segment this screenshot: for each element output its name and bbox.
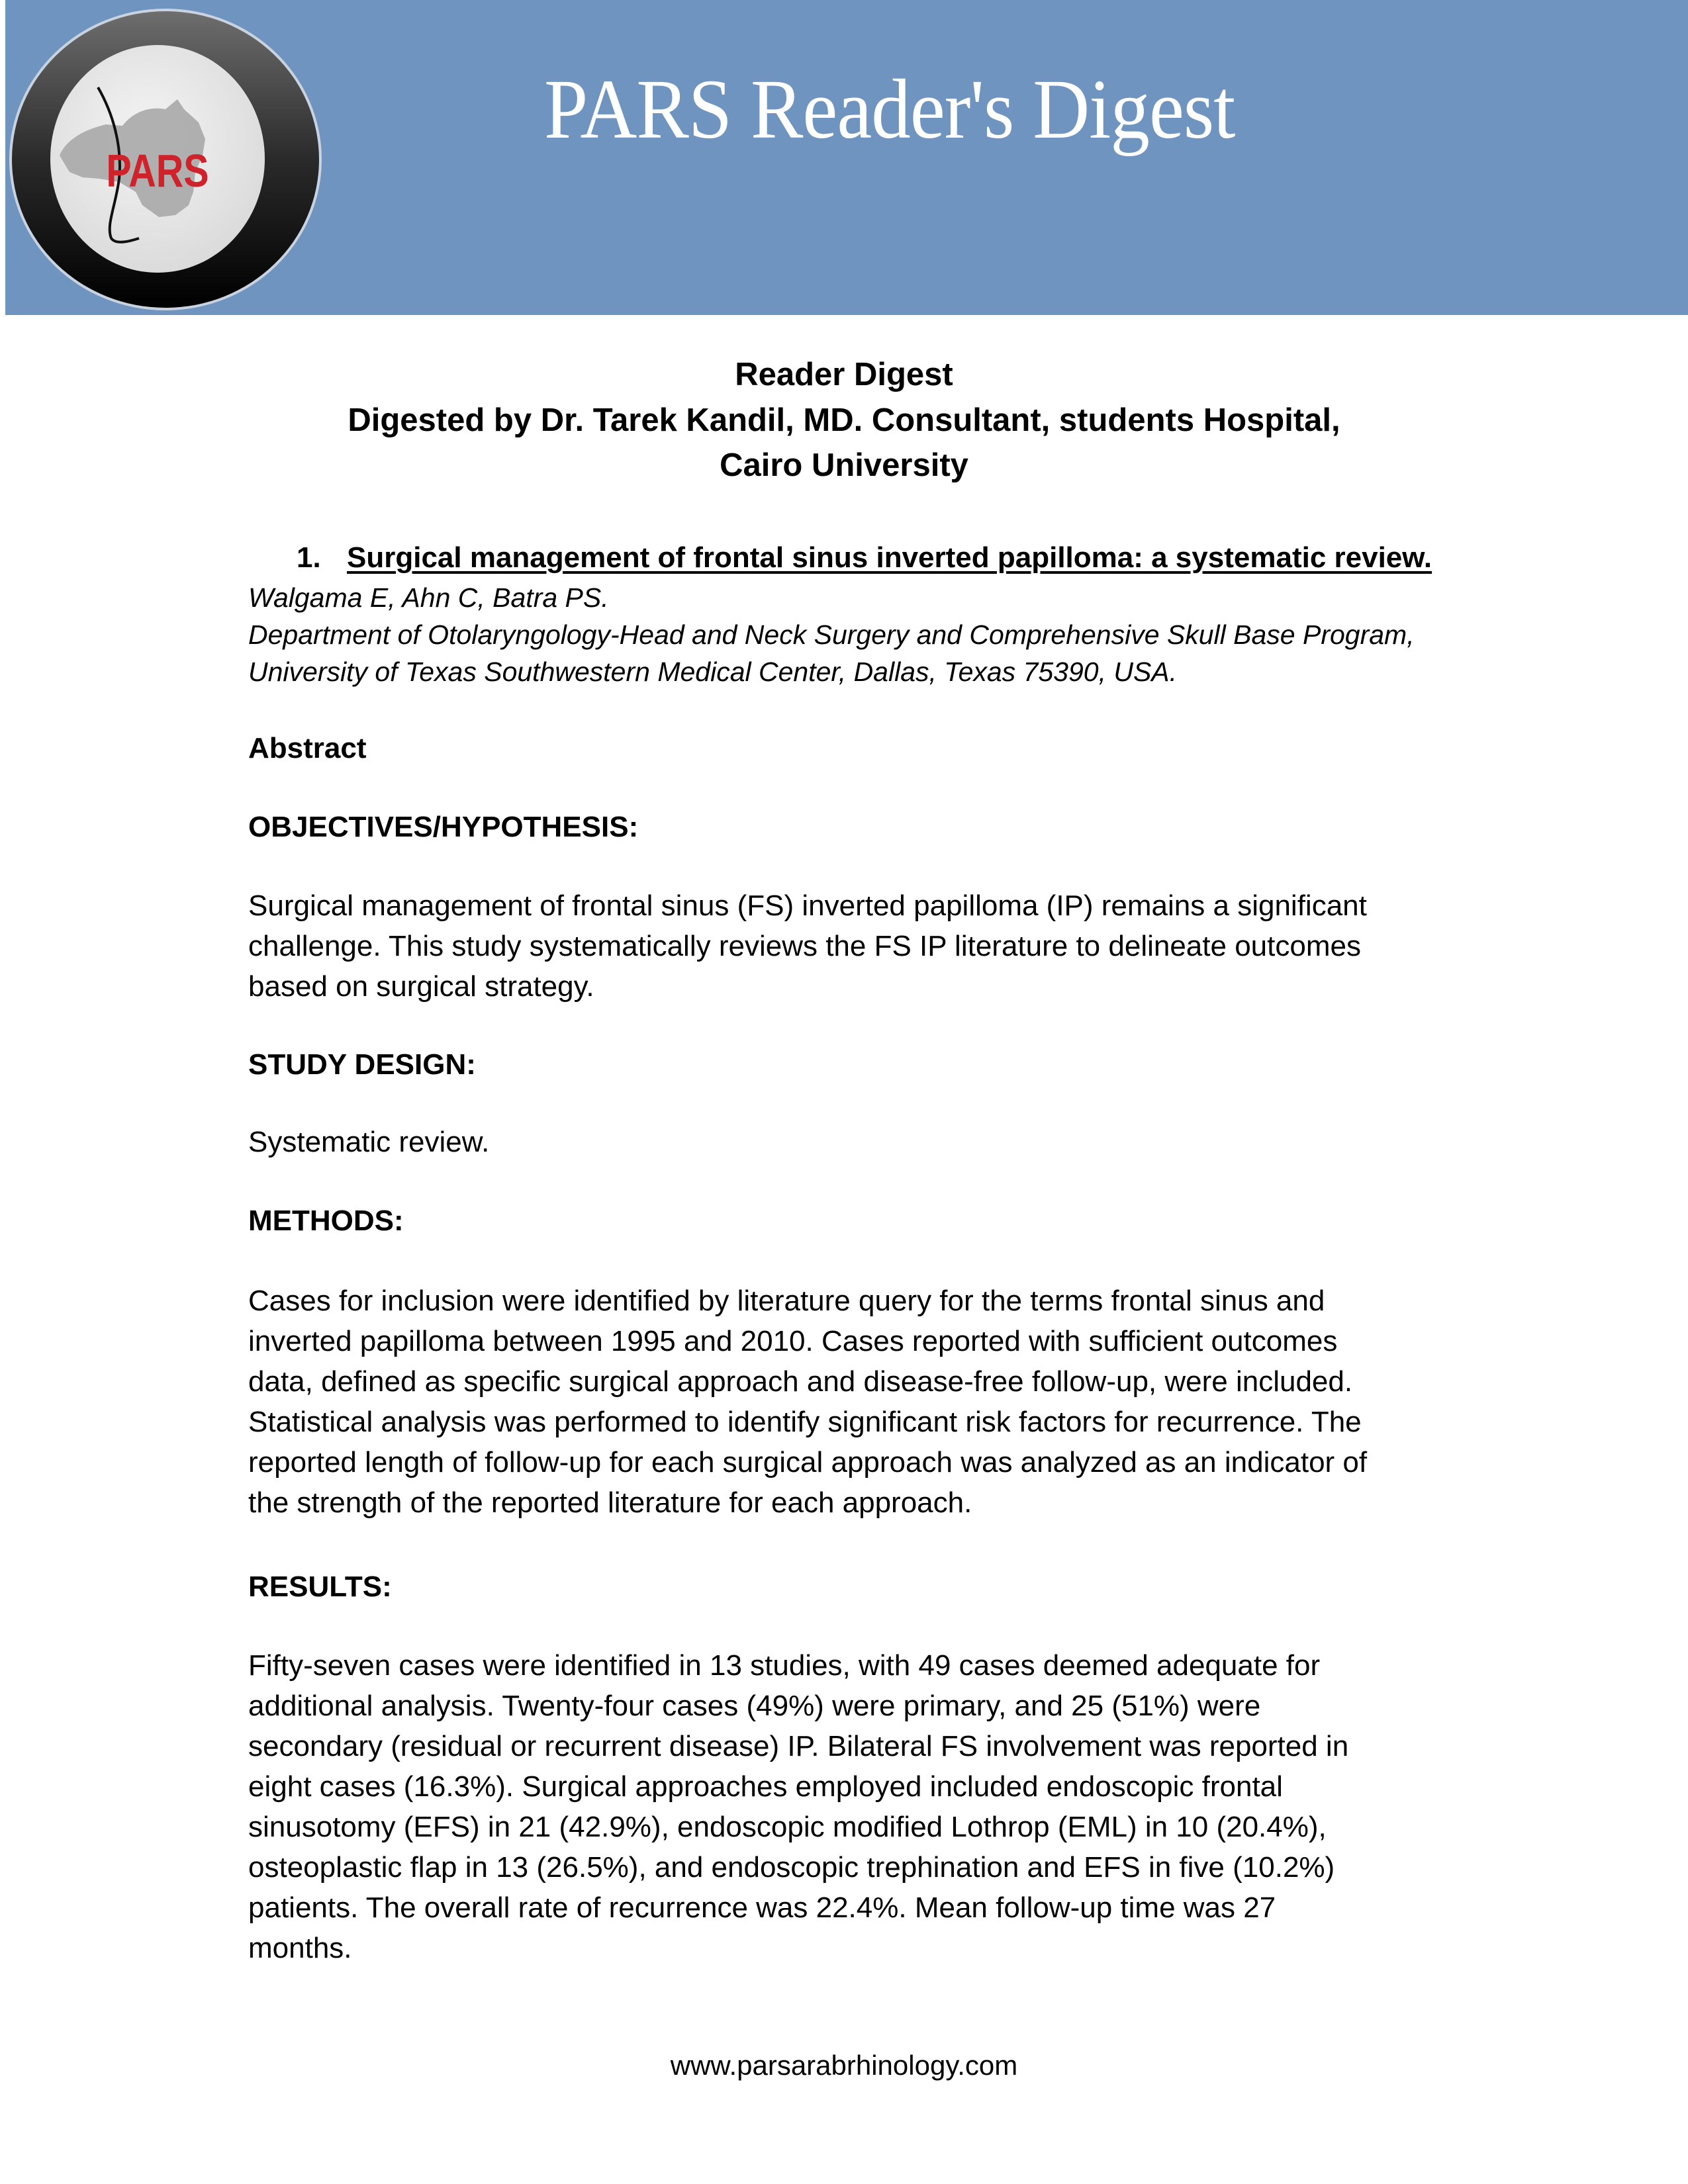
text-line: Statistical analysis was performed to identify significant risk factors for recurrence. The xyxy=(248,1406,1362,1438)
text-line: challenge. This study systematically reviews the FS IP literature to delineate outcomes xyxy=(248,930,1361,962)
article-title xyxy=(297,541,1432,574)
study-design-paragraph xyxy=(248,1122,489,1162)
text-line: Fifty-seven cases were identified in 13 studies, with 49 cases deemed adequate for xyxy=(248,1649,1321,1682)
study-design-heading: STUDY DESIGN: xyxy=(248,1048,476,1081)
page-title: Reader Digest xyxy=(735,357,953,392)
methods-paragraph xyxy=(248,1281,1367,1523)
results-paragraph xyxy=(248,1645,1348,1968)
methods-heading: METHODS: xyxy=(248,1205,404,1237)
banner-title: PARS Reader's Digest xyxy=(544,62,1235,156)
text-line: data, defined as specific surgical approach and disease-free follow-up, were included. xyxy=(248,1365,1353,1398)
text-line: Surgical management of frontal sinus (FS) inverted papilloma (IP) remains a significant xyxy=(248,889,1367,922)
text-line: additional analysis. Twenty-four cases (49%) were primary, and 25 (51%) were xyxy=(248,1690,1261,1722)
objectives-paragraph xyxy=(248,886,1367,1007)
text-line: inverted papilloma between 1995 and 2010. Cases reported with sufficient outcomes xyxy=(248,1325,1338,1357)
affiliation-line: University of Texas Southwestern Medical Center, Dallas, Texas 75390, USA. xyxy=(248,657,1178,687)
text-line: patients. The overall rate of recurrence was 22.4%. Mean follow-up time was 27 xyxy=(248,1891,1276,1924)
text-line: based on surgical strategy. xyxy=(248,970,594,1003)
abstract-heading: Abstract xyxy=(248,732,367,764)
objectives-heading: OBJECTIVES/HYPOTHESIS: xyxy=(248,811,639,843)
text-line: reported length of follow-up for each surgical approach was analyzed as an indicator of xyxy=(248,1446,1368,1479)
text-line: eight cases (16.3%). Surgical approaches employed included endoscopic frontal xyxy=(248,1770,1283,1803)
digest-author-line: Digested by Dr. Tarek Kandil, MD. Consultant, students Hospital, xyxy=(348,402,1340,438)
article-title-link[interactable]: Surgical management of frontal sinus inverted papilloma: a systematic review. xyxy=(347,541,1432,574)
text-line: sinusotomy (EFS) in 21 (42.9%), endoscopic modified Lothrop (EML) in 10 (20.4%), xyxy=(248,1811,1327,1843)
digest-affiliation-line: Cairo University xyxy=(720,447,968,483)
affiliation-line: Department of Otolaryngology-Head and Neck Surgery and Comprehensive Skull Base Program, xyxy=(248,619,1415,650)
logo-text: PARS xyxy=(106,144,209,197)
text-line: Cases for inclusion were identified by literature query for the terms frontal sinus and xyxy=(248,1285,1325,1317)
pars-logo xyxy=(7,7,324,312)
text-line: the strength of the reported literature for each approach. xyxy=(248,1486,972,1519)
text-line: secondary (residual or recurrent disease) IP. Bilateral FS involvement was reported in xyxy=(248,1730,1349,1762)
article-authors: Walgama E, Ahn C, Batra PS. xyxy=(248,582,609,613)
footer-website-link[interactable]: www.parsarabrhinology.com xyxy=(670,2050,1018,2081)
text-line: osteoplastic flap in 13 (26.5%), and endoscopic trephination and EFS in five (10.2%) xyxy=(248,1851,1335,1884)
text-line: months. xyxy=(248,1932,352,1964)
results-heading: RESULTS: xyxy=(248,1570,392,1603)
text-line: Systematic review. xyxy=(248,1126,490,1158)
article-number: 1. xyxy=(297,541,321,574)
